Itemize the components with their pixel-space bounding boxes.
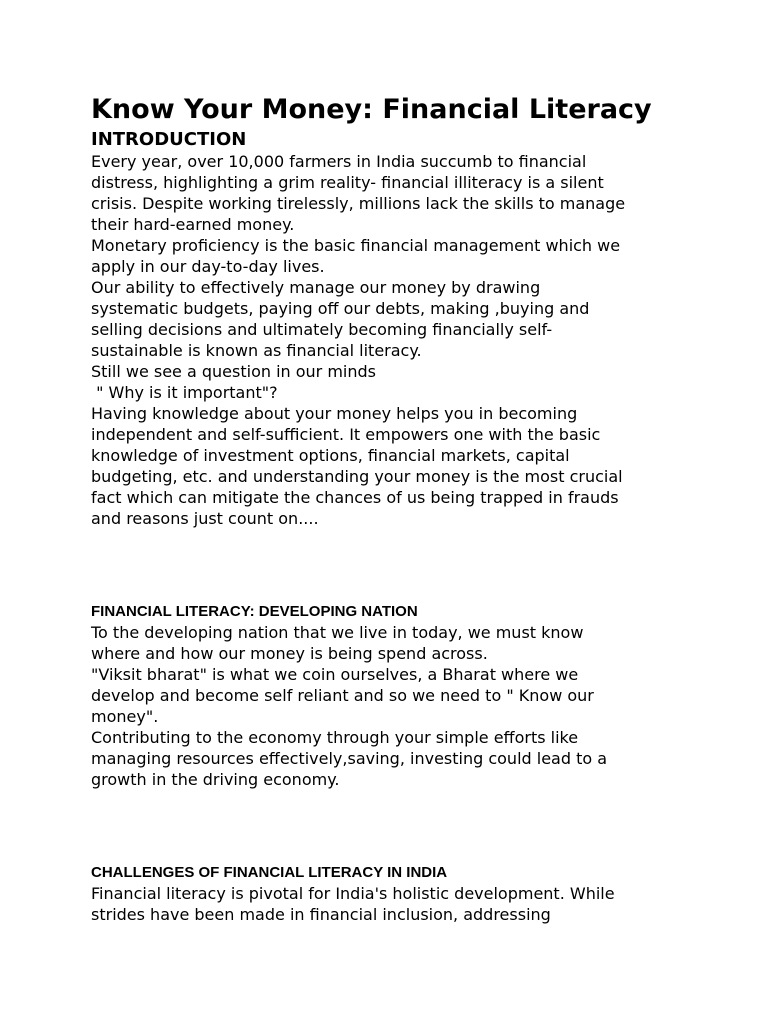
text-line: develop and become self reliant and so we need to " Know our: [91, 686, 594, 705]
text-line: money".: [91, 707, 159, 726]
text-line: selling decisions and ultimately becoming financially self-: [91, 320, 553, 339]
text-line: Still we see a question in our minds: [91, 362, 377, 381]
text-line: Financial literacy is pivotal for India's holistic development. While: [91, 884, 615, 903]
text-line: their hard-earned money.: [91, 215, 295, 234]
text-line: fact which can mitigate the chances of us being trapped in frauds: [91, 488, 619, 507]
text-line: Every year, over 10,000 farmers in India succumb to financial: [91, 152, 587, 171]
text-line: Monetary proficiency is the basic financial management which we: [91, 236, 621, 255]
developing-nation-body: [91, 622, 691, 790]
introduction-heading: INTRODUCTION: [91, 129, 247, 150]
text-line: knowledge of investment options, financial markets, capital: [91, 446, 570, 465]
text-line: budgeting, etc. and understanding your money is the most crucial: [91, 467, 623, 486]
section-spacer: [91, 529, 691, 601]
text-line: Contributing to the economy through your simple efforts like: [91, 728, 579, 747]
text-line: distress, highlighting a grim reality- financial illiteracy is a silent: [91, 173, 604, 192]
text-line: "Viksit bharat" is what we coin ourselves, a Bharat where we: [91, 665, 579, 684]
text-line: apply in our day-to-day lives.: [91, 257, 325, 276]
text-line: where and how our money is being spend across.: [91, 644, 488, 663]
document-page: [91, 92, 691, 925]
section-spacer: [91, 790, 691, 862]
document-title: Know Your Money: Financial Literacy: [91, 94, 652, 125]
text-line: To the developing nation that we live in today, we must know: [91, 623, 584, 642]
text-line: Our ability to effectively manage our money by drawing: [91, 278, 541, 297]
text-line: growth in the driving economy.: [91, 770, 340, 789]
text-line: " Why is it important"?: [91, 383, 278, 402]
text-line: managing resources effectively,saving, investing could lead to a: [91, 749, 608, 768]
text-line: strides have been made in financial inclusion, addressing: [91, 905, 551, 924]
text-line: systematic budgets, paying off our debts, making ,buying and: [91, 299, 590, 318]
introduction-body: [91, 151, 691, 529]
text-line: independent and self-sufficient. It empowers one with the basic: [91, 425, 601, 444]
text-line: crisis. Despite working tirelessly, millions lack the skills to manage: [91, 194, 626, 213]
text-line: Having knowledge about your money helps you in becoming: [91, 404, 578, 423]
text-line: sustainable is known as financial literacy.: [91, 341, 422, 360]
text-line: and reasons just count on....: [91, 509, 319, 528]
challenges-heading: CHALLENGES OF FINANCIAL LITERACY IN INDIA: [91, 864, 448, 881]
developing-nation-heading: FINANCIAL LITERACY: DEVELOPING NATION: [91, 603, 418, 620]
challenges-body: [91, 883, 691, 925]
